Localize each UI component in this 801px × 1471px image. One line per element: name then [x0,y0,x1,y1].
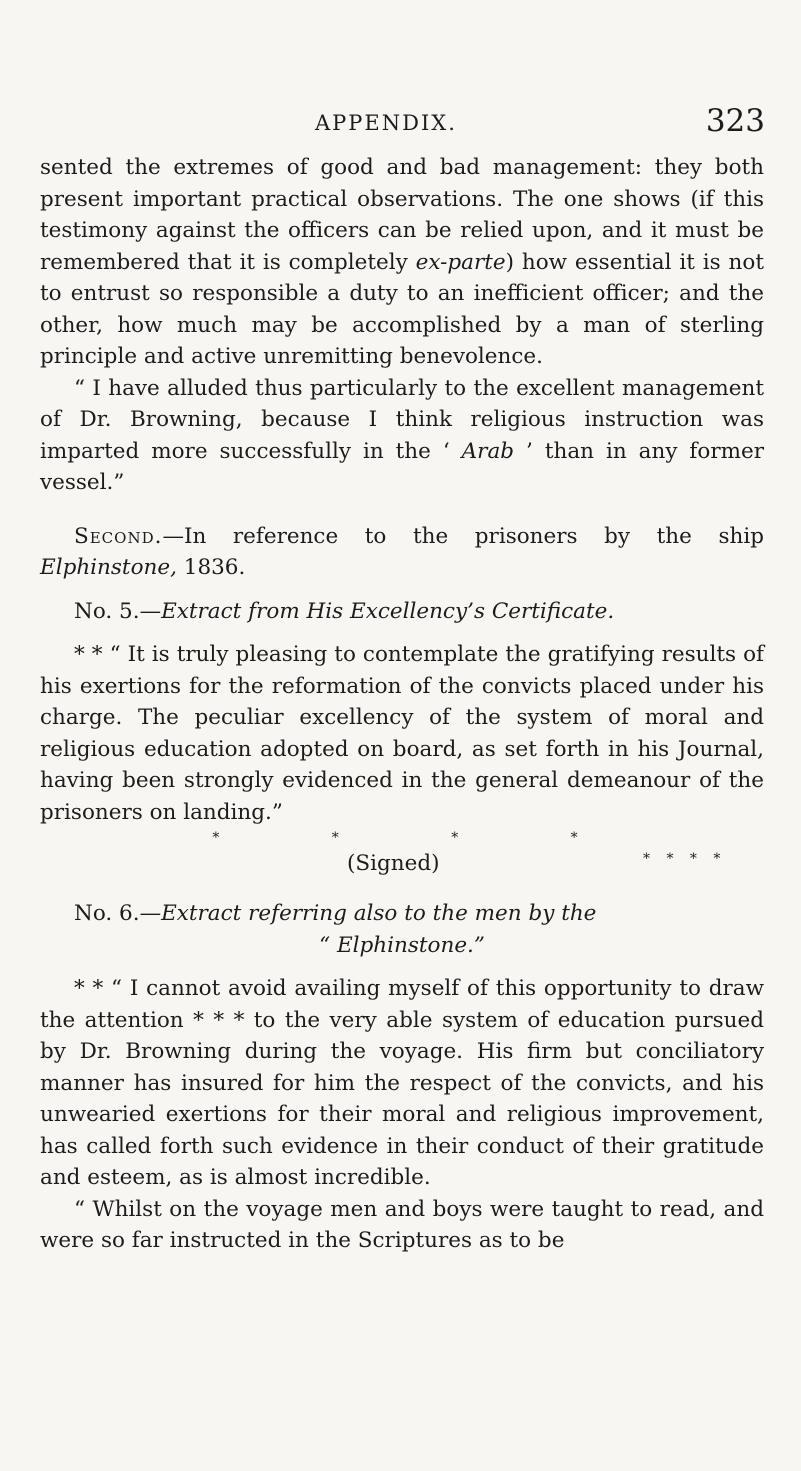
paragraph-2 [40,373,764,499]
no6-label: No. 6. [74,901,140,926]
no6-title: —Extract referring also to the men by the [139,901,597,926]
paragraph-2-end: ’ than in any former vessel.” [40,438,765,495]
no6-heading [40,898,764,930]
no6-extract: * * “ I cannot avoid availing myself of this opportunity to draw the attention * * * to the very able system of education pursued by Dr. Browning during the voyage. His firm but conciliatory manner has insured for him the respect of the convicts, and his unwearied exertions for their moral and religious improvement, has called forth such evidence in their conduct of their gratitude and esteem, as is almost incredible. [40,976,764,1190]
second-label: Second. [74,523,163,549]
signed-label: (Signed) [347,851,440,876]
running-title: APPENDIX. [315,111,457,135]
no5-title: —Extract from His Excellency’s Certificate. [139,598,615,624]
paragraph-1 [40,152,764,373]
second-text: —In reference to the prisoners by the ship [162,523,764,549]
signed-asterisks: * * * * [643,851,727,867]
ship-name-elphinstone: Elphinstone, [40,555,177,580]
paragraph-1-italic: ex-parte [415,249,506,275]
no5-extract: * * “ It is truly pleasing to contemplate the gratifying results of his exertions for the reformation of the convicts placed under his charge. The peculiar excellency of the system of moral and religious education adopted on board, as set forth in his Journal, having been strongly evidenced in the general demeanour of the prisoners on landing.” [40,642,764,825]
ship-name-arab: Arab [461,438,515,464]
paragraph-2-text: “ I have alluded thus particularly to the excellent management of Dr. Browning, because I think religious instruction was imparted more successfully in the ‘ [40,375,764,464]
paragraph-1-text: sented the extremes of good and bad management: they both present important practical observations. The one shows (if this testimony against the officers can be relied upon, and it must be remembered that it is completely [40,155,764,275]
no5-label: No. 5. [74,598,140,624]
second-year: 1836. [176,555,246,580]
page-number: 323 [705,103,765,139]
signature-row [40,848,764,886]
no5-heading [40,596,764,628]
second-section [40,521,764,584]
paragraph-1-rest: ) how essential it is not to entrust so responsible a duty to an inefficient officer; and the other, how much may be accomplished by a man of sterling principle and active unremitting benevolence. [40,249,764,369]
final-paragraph: “ Whilst on the voyage men and boys were taught to read, and were so far instructed in the Scriptures as to be [40,1196,764,1253]
asterisk-line: * * * * [212,830,632,846]
page-text [40,152,764,1257]
no6-title-line2: “ Elphinstone.” [319,932,485,958]
running-head [0,103,801,143]
